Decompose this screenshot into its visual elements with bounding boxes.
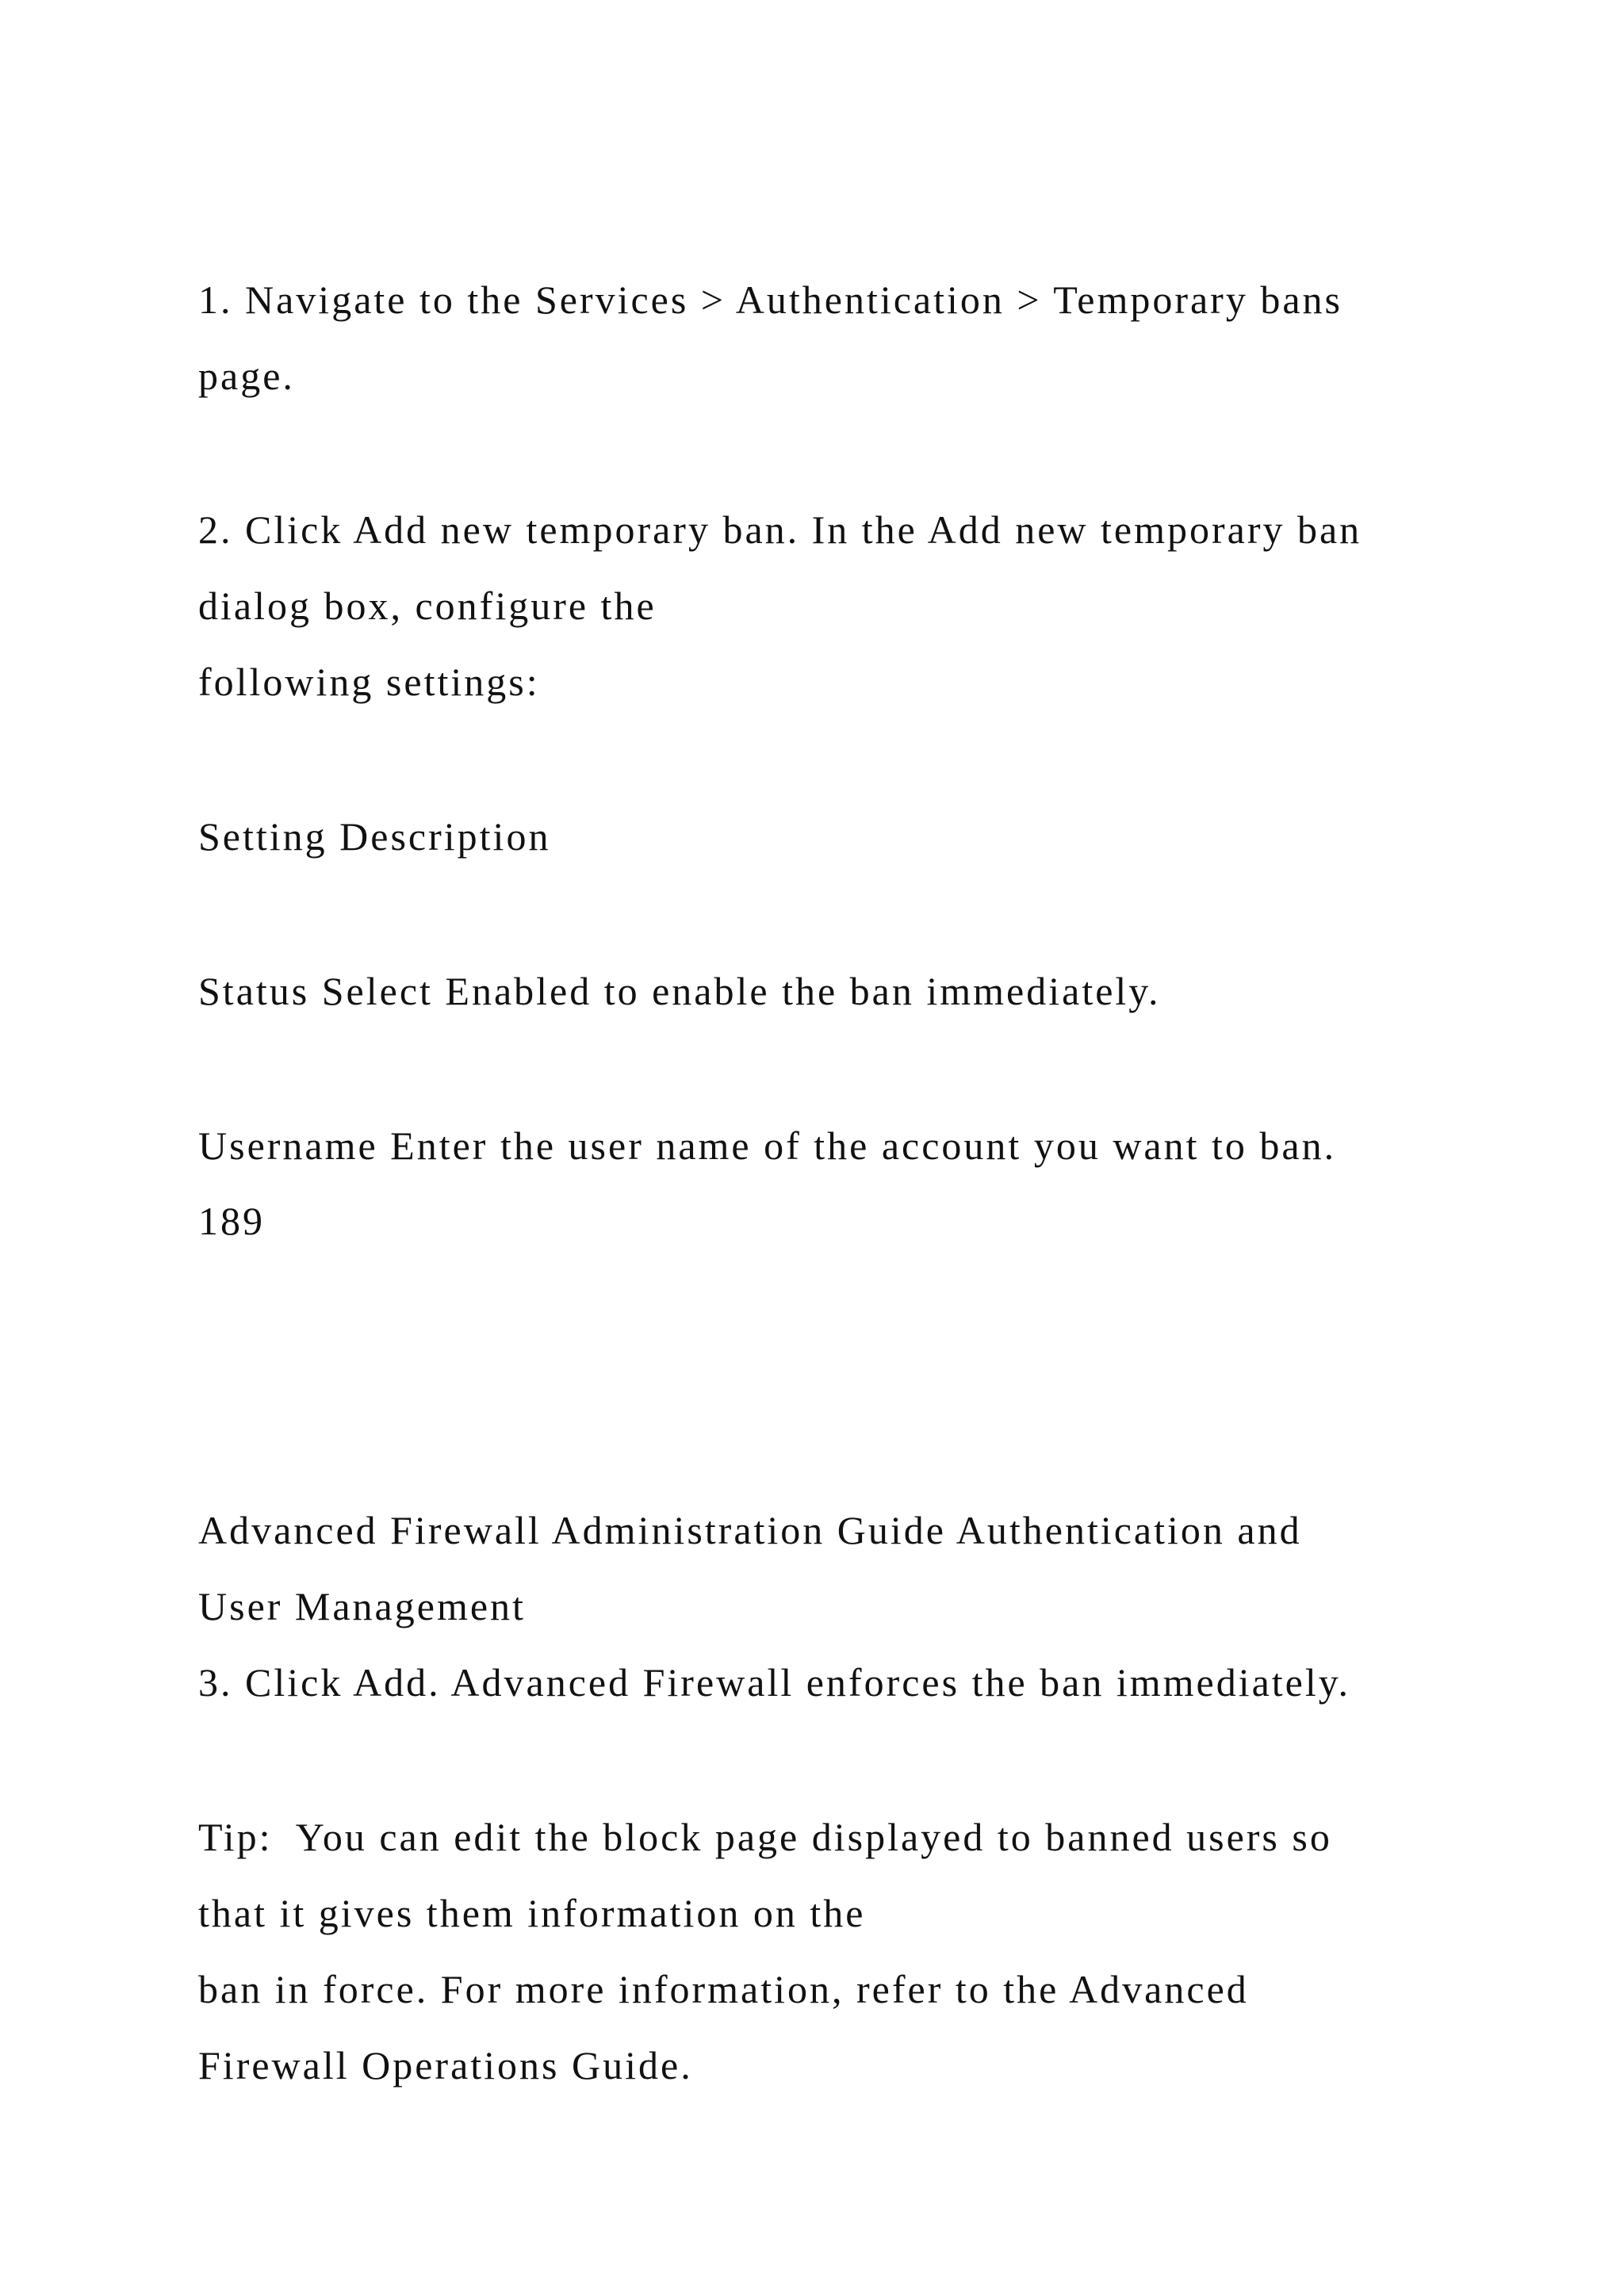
step-3-text: 3. Click Add. Advanced Firewall enforces the ban immediately. [198, 1660, 1351, 1705]
tip-text-continued-3: Firewall Operations Guide. [198, 2043, 693, 2087]
settings-table-header: Setting Description [198, 814, 551, 859]
tip-text: Tip: You can edit the block page displayed to banned users so [198, 1815, 1332, 1859]
tip-text-continued: that it gives them information on the [198, 1891, 866, 1935]
step-1-text-continued: page. [198, 354, 295, 398]
page-number: 189 [198, 1199, 265, 1243]
settings-row-username: Username Enter the user name of the account you want to ban. [198, 1123, 1337, 1168]
running-header: Advanced Firewall Administration Guide Authentication and [198, 1508, 1302, 1552]
step-2-text: 2. Click Add new temporary ban. In the Add new temporary ban [198, 507, 1362, 552]
running-header-continued: User Management [198, 1584, 526, 1628]
step-1-text: 1. Navigate to the Services > Authentication > Temporary bans [198, 277, 1342, 322]
step-2-text-continued: dialog box, configure the [198, 584, 657, 628]
tip-text-continued-2: ban in force. For more information, refer to the Advanced [198, 1967, 1249, 2011]
settings-row-status: Status Select Enabled to enable the ban immediately. [198, 969, 1161, 1013]
step-2-text-continued-2: following settings: [198, 660, 540, 704]
